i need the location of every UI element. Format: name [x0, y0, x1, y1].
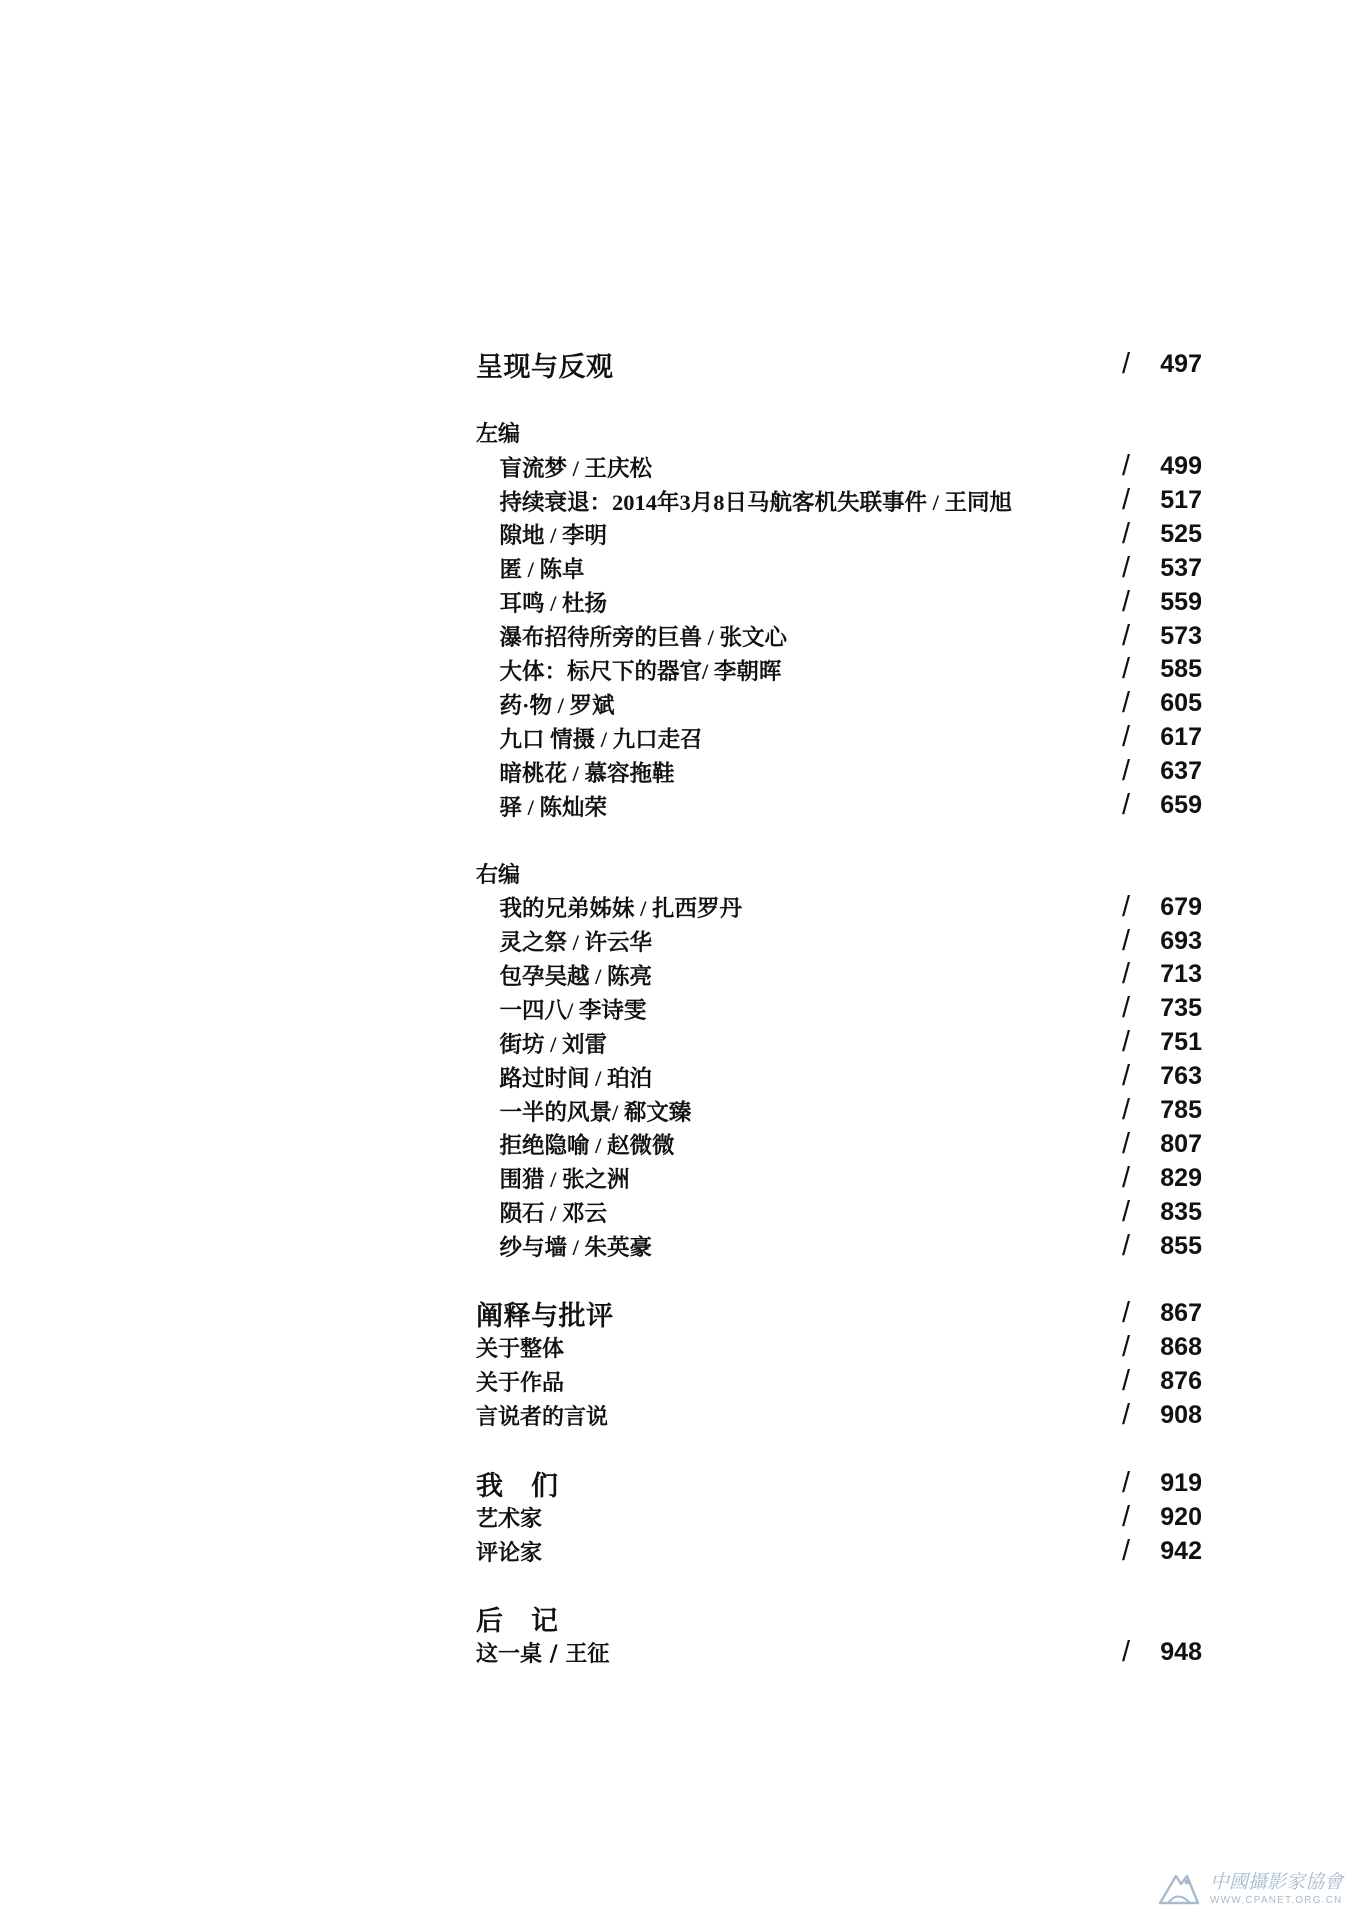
page-slash: / [1122, 958, 1131, 991]
page-number: 605 [1160, 689, 1202, 718]
page-slash: / [1122, 992, 1131, 1025]
toc-entry [476, 1161, 1202, 1195]
watermark-url: WWW.CPANET.ORG.CN [1210, 1895, 1343, 1906]
section-title: 后 记 [476, 1606, 559, 1638]
entry-title: 驿 / 陈灿荣 [499, 794, 608, 820]
page-ref [1122, 1399, 1202, 1433]
entry-title: 暗桃花 / 慕容拖鞋 [499, 760, 675, 786]
page-number: 659 [1160, 791, 1202, 820]
entry-title: 艺术家 [476, 1506, 543, 1532]
page-slash: / [1122, 1636, 1131, 1669]
page-number: 855 [1160, 1231, 1202, 1260]
page-number: 751 [1160, 1028, 1202, 1057]
page-slash: / [1122, 450, 1131, 483]
entry-title: 盲流梦 / 王庆松 [499, 455, 653, 481]
page-ref [1122, 958, 1202, 992]
toc-entry [476, 1026, 1202, 1060]
section-title: 阐释与批评 [476, 1301, 614, 1333]
toc-entry [476, 687, 1202, 721]
page-ref [1122, 1636, 1202, 1670]
page-number: 908 [1160, 1401, 1202, 1430]
entry-title: 一半的风景/ 郗文臻 [499, 1099, 692, 1125]
page-slash: / [1122, 924, 1131, 957]
entry-title: 路过时间 / 珀泊 [499, 1065, 653, 1091]
page-slash: / [1122, 1365, 1131, 1398]
toc-entry [476, 924, 1202, 958]
page-slash: / [1122, 755, 1131, 788]
toc-entry [476, 1399, 1202, 1433]
page-ref [1122, 551, 1202, 585]
page-number: 835 [1160, 1197, 1202, 1226]
toc-entry [476, 619, 1202, 653]
page-number: 499 [1160, 452, 1202, 481]
page-slash: / [1122, 653, 1131, 686]
page-ref [1122, 1094, 1202, 1128]
toc-entry [476, 958, 1202, 992]
spacer [476, 382, 1202, 416]
page-number: 525 [1160, 519, 1202, 548]
group-heading [476, 856, 1202, 890]
watermark-text [1210, 1870, 1343, 1908]
page-slash: / [1122, 1297, 1131, 1330]
association-logo-icon [1156, 1870, 1202, 1908]
page-slash: / [1122, 551, 1131, 584]
page-ref [1122, 1466, 1202, 1500]
page-ref [1122, 1195, 1202, 1229]
page-slash: / [1122, 1127, 1131, 1160]
section-heading [476, 1602, 1202, 1636]
entry-title: 持续衰退：2014年3月8日马航客机失联事件 / 王同旭 [499, 489, 1013, 515]
toc-entry [476, 517, 1202, 551]
entry-title: 陨石 / 邓云 [499, 1201, 608, 1227]
page-number: 713 [1160, 960, 1202, 989]
page-number: 617 [1160, 723, 1202, 752]
toc-entry [476, 484, 1202, 518]
entry-title: 纱与墙 / 朱英豪 [499, 1235, 653, 1261]
spacer [476, 822, 1202, 856]
page-slash: / [1122, 1161, 1131, 1194]
page-slash: / [1122, 484, 1131, 516]
page-slash: / [1122, 1500, 1131, 1533]
entry-title: 包孕吴越 / 陈亮 [499, 963, 653, 989]
entry-title: 隙地 / 李明 [499, 523, 608, 549]
entry-title: 药·物 / 罗斌 [499, 692, 615, 718]
page-number: 919 [1160, 1468, 1202, 1497]
toc-entry [476, 1331, 1202, 1365]
toc-entry [476, 585, 1202, 619]
spacer [476, 1433, 1202, 1467]
page-ref [1122, 517, 1202, 551]
toc-entry [476, 992, 1202, 1026]
watermark-name: 中國攝影家協會 [1210, 1871, 1344, 1893]
page-number: 785 [1160, 1096, 1202, 1125]
entry-title: 我的兄弟姊妹 / 扎西罗丹 [499, 896, 743, 922]
entry-title: 围猎 / 张之洲 [499, 1167, 630, 1193]
toc-entry [476, 890, 1202, 924]
toc-entry [476, 551, 1202, 585]
page-slash: / [1122, 721, 1131, 754]
section-heading [476, 348, 1202, 382]
page-ref [1122, 1060, 1202, 1094]
page-slash: / [1122, 890, 1131, 923]
toc-entry [476, 653, 1202, 687]
page-number: 920 [1160, 1502, 1202, 1531]
page-number: 829 [1160, 1163, 1202, 1192]
page-slash: / [1122, 517, 1131, 550]
page-number: 537 [1160, 553, 1202, 582]
page-number: 942 [1160, 1536, 1202, 1565]
toc-entry [476, 1636, 1202, 1670]
page-slash: / [1122, 1026, 1131, 1059]
spacer [476, 1568, 1202, 1602]
page-ref [1122, 484, 1202, 518]
page-ref [1122, 1229, 1202, 1263]
section-heading [476, 1466, 1202, 1500]
page-ref [1122, 1127, 1202, 1161]
section-title: 我 们 [476, 1470, 559, 1502]
toc-entry [476, 1060, 1202, 1094]
group-title: 右编 [476, 862, 521, 888]
section-heading [476, 1297, 1202, 1331]
toc-entry [476, 450, 1202, 484]
toc-entry [476, 789, 1202, 823]
toc-entry [476, 1127, 1202, 1161]
page-number: 517 [1160, 486, 1202, 514]
page-ref [1122, 619, 1202, 653]
entry-title: 关于整体 [476, 1337, 565, 1363]
page-ref [1122, 1534, 1202, 1568]
page-ref [1122, 1331, 1202, 1365]
toc-entry [476, 721, 1202, 755]
page-slash: / [1122, 1331, 1131, 1364]
page-number: 763 [1160, 1062, 1202, 1091]
table-of-contents [476, 348, 1202, 1670]
page-number: 693 [1160, 926, 1202, 955]
toc-entry [476, 1500, 1202, 1534]
entry-title: 一四八/ 李诗雯 [499, 997, 647, 1023]
entry-title: 关于作品 [476, 1371, 565, 1397]
page-ref [1122, 1500, 1202, 1534]
page-number: 679 [1160, 892, 1202, 921]
page-number: 868 [1160, 1333, 1202, 1362]
page-number: 573 [1160, 621, 1202, 650]
page-ref [1122, 1297, 1202, 1331]
page-number: 559 [1160, 587, 1202, 616]
entry-title: 这一桌 / 王征 [476, 1642, 610, 1668]
page-number: 735 [1160, 994, 1202, 1023]
page-number: 637 [1160, 757, 1202, 786]
page-number: 497 [1160, 350, 1202, 379]
page-ref [1122, 755, 1202, 789]
entry-title: 九口 情摄 / 九口走召 [499, 726, 703, 752]
entry-title: 拒绝隐喻 / 赵微微 [499, 1133, 675, 1159]
page-ref [1122, 1026, 1202, 1060]
entry-title: 言说者的言说 [476, 1405, 609, 1431]
toc-entry [476, 755, 1202, 789]
page-number: 867 [1160, 1299, 1202, 1328]
page-number: 807 [1160, 1129, 1202, 1158]
page-slash: / [1122, 1534, 1131, 1567]
toc-entry [476, 1094, 1202, 1128]
watermark [1156, 1864, 1362, 1914]
section-title: 呈现与反观 [476, 352, 614, 384]
page-slash: / [1122, 1399, 1131, 1432]
page-slash: / [1122, 619, 1131, 652]
page-slash: / [1122, 1195, 1131, 1228]
entry-title: 耳鸣 / 杜扬 [499, 591, 608, 617]
page-ref [1122, 924, 1202, 958]
page-ref [1122, 1161, 1202, 1195]
entry-title: 街坊 / 刘雷 [499, 1031, 608, 1057]
page-ref [1122, 721, 1202, 755]
page-ref [1122, 789, 1202, 823]
page-ref [1122, 653, 1202, 687]
page-ref [1122, 585, 1202, 619]
page-slash: / [1122, 789, 1131, 822]
page-slash: / [1122, 1060, 1131, 1093]
group-title: 左编 [476, 422, 521, 448]
entry-title: 评论家 [476, 1540, 543, 1566]
page-slash: / [1122, 1094, 1131, 1127]
page-ref [1122, 687, 1202, 721]
page-number: 948 [1160, 1638, 1202, 1667]
entry-title: 瀑布招待所旁的巨兽 / 张文心 [499, 625, 788, 651]
page-slash: / [1122, 348, 1131, 381]
toc-entry [476, 1195, 1202, 1229]
group-heading [476, 416, 1202, 450]
page-number: 585 [1160, 655, 1202, 684]
page-ref [1122, 890, 1202, 924]
page-ref [1122, 348, 1202, 382]
page-ref [1122, 450, 1202, 484]
page-slash: / [1122, 1466, 1131, 1499]
page-slash: / [1122, 585, 1131, 618]
toc-entry [476, 1365, 1202, 1399]
entry-title: 匿 / 陈卓 [499, 557, 585, 583]
page-number: 876 [1160, 1367, 1202, 1396]
spacer [476, 1263, 1202, 1297]
page-slash: / [1122, 687, 1131, 720]
entry-title: 灵之祭 / 许云华 [499, 930, 653, 956]
toc-entry [476, 1534, 1202, 1568]
page-ref [1122, 992, 1202, 1026]
page-slash: / [1122, 1229, 1131, 1262]
entry-title: 大体：标尺下的器官/ 李朝晖 [499, 658, 782, 684]
page-ref [1122, 1365, 1202, 1399]
toc-entry [476, 1229, 1202, 1263]
